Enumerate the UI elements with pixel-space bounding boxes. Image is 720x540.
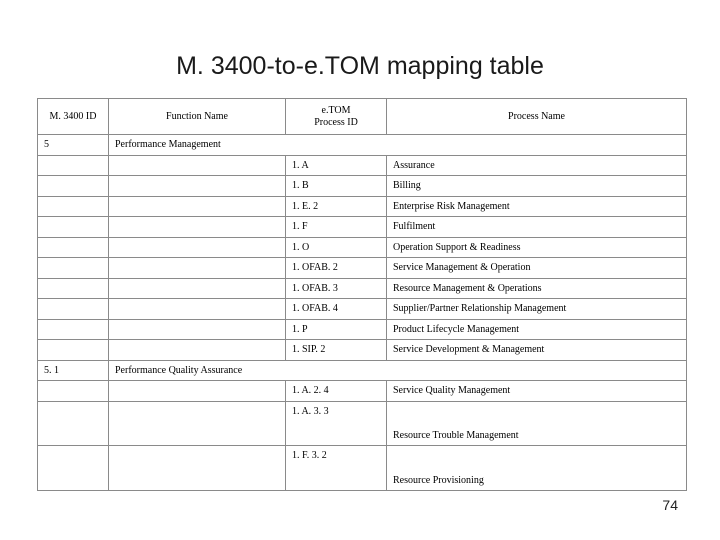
table-row — [38, 381, 687, 402]
process-name-cell: Resource Management & Operations — [387, 278, 687, 299]
process-id-cell: 1. SIP. 2 — [286, 340, 387, 361]
process-name-cell: Operation Support & Readiness — [387, 237, 687, 258]
process-id-cell: 1. OFAB. 3 — [286, 278, 387, 299]
table-row — [38, 401, 687, 446]
process-id-cell: 1. A — [286, 155, 387, 176]
process-id-cell: 1. OFAB. 4 — [286, 299, 387, 320]
process-name-cell: Service Management & Operation — [387, 258, 687, 279]
process-id-cell: 1. A. 2. 4 — [286, 381, 387, 402]
section-row — [38, 360, 687, 381]
process-name-cell: Enterprise Risk Management — [387, 196, 687, 217]
table-row — [38, 340, 687, 361]
table-row — [38, 155, 687, 176]
section-row — [38, 135, 687, 156]
page-number: 74 — [662, 497, 678, 513]
table-row — [38, 319, 687, 340]
table-row — [38, 299, 687, 320]
table-row — [38, 237, 687, 258]
header-etom-process-id — [286, 99, 387, 135]
page-title: M. 3400-to-e.TOM mapping table — [176, 52, 544, 80]
process-name-cell: Resource Trouble Management — [387, 401, 687, 446]
header-process-name: Process Name — [387, 99, 687, 135]
section-id: 5. 1 — [38, 360, 109, 381]
process-id-cell: 1. E. 2 — [286, 196, 387, 217]
section-id: 5 — [38, 135, 109, 156]
process-name-cell: Product Lifecycle Management — [387, 319, 687, 340]
table-row — [38, 278, 687, 299]
mapping-table — [37, 98, 687, 491]
process-id-cell: 1. A. 3. 3 — [286, 401, 387, 446]
section-name: Performance Management — [109, 135, 687, 156]
process-id-cell: 1. F — [286, 217, 387, 238]
process-id-cell: 1. F. 3. 2 — [286, 446, 387, 491]
process-id-cell: 1. OFAB. 2 — [286, 258, 387, 279]
table-row — [38, 176, 687, 197]
table-row — [38, 196, 687, 217]
table-row — [38, 258, 687, 279]
process-id-cell: 1. O — [286, 237, 387, 258]
process-name-cell: Service Quality Management — [387, 381, 687, 402]
process-name-cell: Fulfilment — [387, 217, 687, 238]
process-name-cell: Resource Provisioning — [387, 446, 687, 491]
process-name-cell: Billing — [387, 176, 687, 197]
table-row — [38, 217, 687, 238]
process-id-cell: 1. P — [286, 319, 387, 340]
header-m3400-id: M. 3400 ID — [38, 99, 109, 135]
table-header-row — [38, 99, 687, 135]
header-etom-line2: Process ID — [314, 116, 358, 128]
header-etom-line1: e.TOM — [321, 104, 351, 116]
process-name-cell: Assurance — [387, 155, 687, 176]
process-name-cell: Supplier/Partner Relationship Management — [387, 299, 687, 320]
process-name-cell: Service Development & Management — [387, 340, 687, 361]
process-id-cell: 1. B — [286, 176, 387, 197]
header-function-name: Function Name — [109, 99, 286, 135]
table-row — [38, 446, 687, 491]
section-name: Performance Quality Assurance — [109, 360, 687, 381]
